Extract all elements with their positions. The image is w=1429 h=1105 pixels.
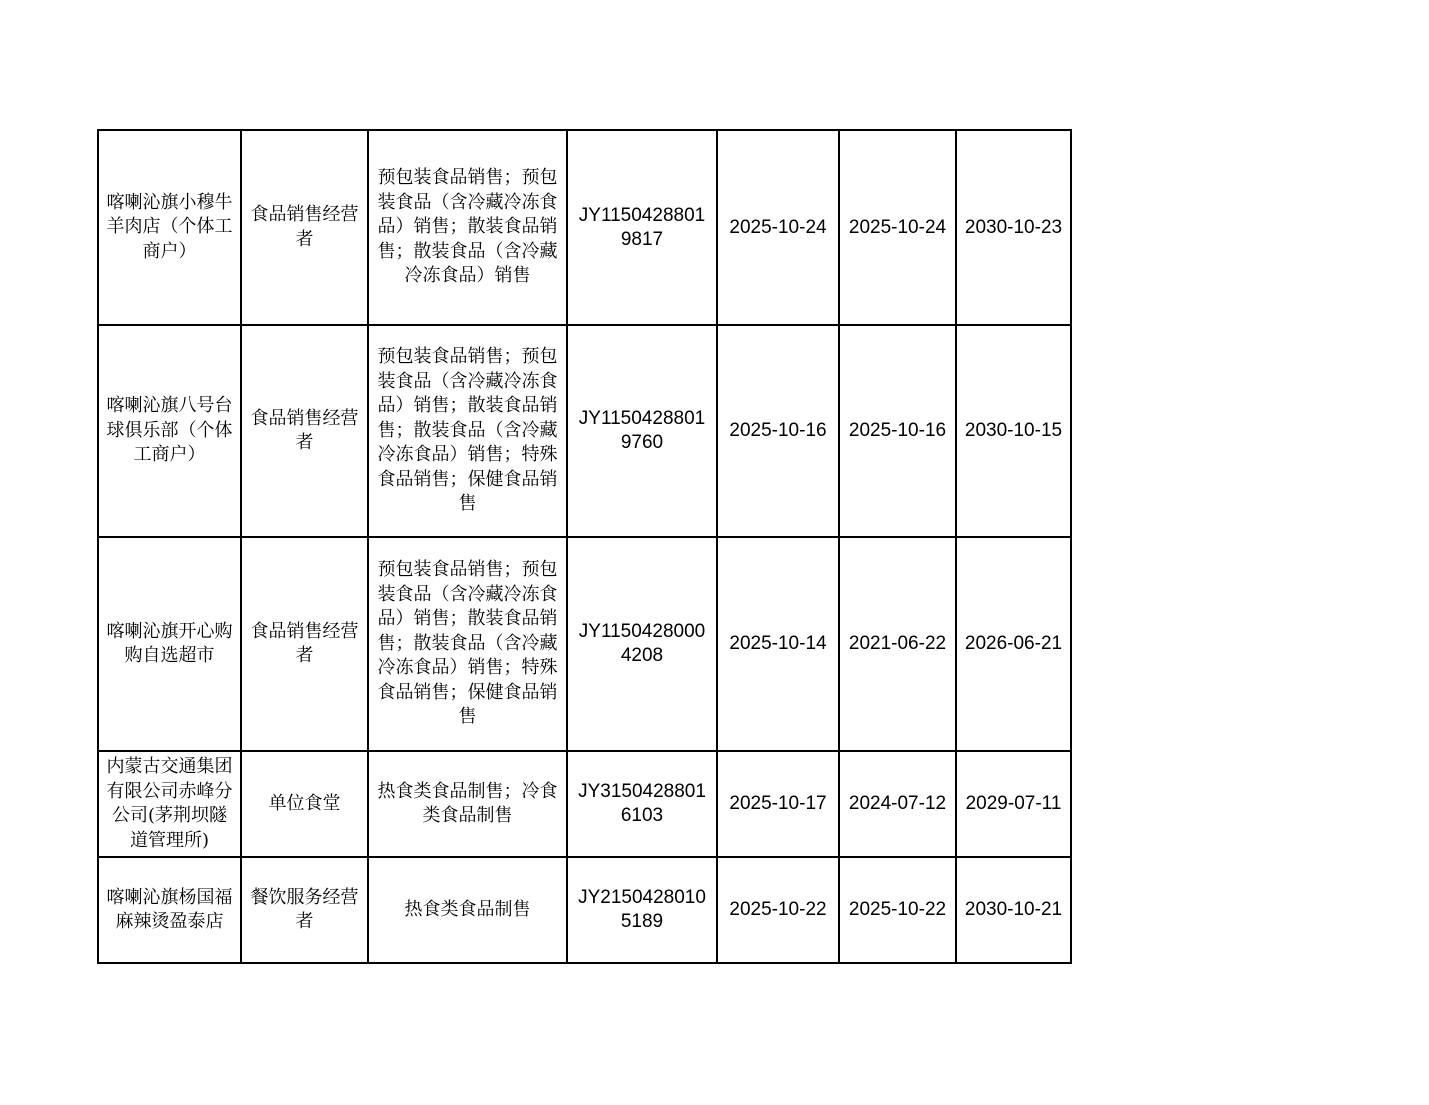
business-type-cell: 食品销售经营者 [241, 325, 368, 537]
business-type-cell: 单位食堂 [241, 751, 368, 857]
license-number-cell: JY31504288016103 [567, 751, 717, 857]
table-row [98, 537, 1071, 751]
license-number-cell: JY11504288019760 [567, 325, 717, 537]
date-cell: 2025-10-24 [717, 130, 839, 325]
table-row [98, 751, 1071, 857]
business-type-cell: 食品销售经营者 [241, 130, 368, 325]
table-row [98, 325, 1071, 537]
business-type-cell: 食品销售经营者 [241, 537, 368, 751]
license-table [97, 129, 1072, 964]
date-cell: 2030-10-15 [956, 325, 1071, 537]
business-name-cell: 喀喇沁旗开心购购自选超市 [98, 537, 241, 751]
date-cell: 2029-07-11 [956, 751, 1071, 857]
license-number-cell: JY21504280105189 [567, 857, 717, 963]
business-type-cell: 餐饮服务经营者 [241, 857, 368, 963]
business-scope-cell: 预包装食品销售；预包装食品（含冷藏冷冻食品）销售；散装食品销售；散装食品（含冷藏冷冻食品）销售 [368, 130, 567, 325]
date-cell: 2025-10-24 [839, 130, 956, 325]
date-cell: 2030-10-21 [956, 857, 1071, 963]
date-cell: 2030-10-23 [956, 130, 1071, 325]
table-row [98, 857, 1071, 963]
date-cell: 2025-10-22 [717, 857, 839, 963]
business-scope-cell: 热食类食品制售；冷食类食品制售 [368, 751, 567, 857]
date-cell: 2025-10-22 [839, 857, 956, 963]
date-cell: 2026-06-21 [956, 537, 1071, 751]
table-row [98, 130, 1071, 325]
business-scope-cell: 热食类食品制售 [368, 857, 567, 963]
date-cell: 2025-10-16 [717, 325, 839, 537]
business-name-cell: 内蒙古交通集团有限公司赤峰分公司(茅荆坝隧道管理所) [98, 751, 241, 857]
business-name-cell: 喀喇沁旗八号台球俱乐部（个体工商户） [98, 325, 241, 537]
business-scope-cell: 预包装食品销售；预包装食品（含冷藏冷冻食品）销售；散装食品销售；散装食品（含冷藏冷冻食品）销售；特殊食品销售；保健食品销售 [368, 537, 567, 751]
license-number-cell: JY11504288019817 [567, 130, 717, 325]
date-cell: 2025-10-17 [717, 751, 839, 857]
license-number-cell: JY11504280004208 [567, 537, 717, 751]
business-scope-cell: 预包装食品销售；预包装食品（含冷藏冷冻食品）销售；散装食品销售；散装食品（含冷藏冷冻食品）销售；特殊食品销售；保健食品销售 [368, 325, 567, 537]
date-cell: 2021-06-22 [839, 537, 956, 751]
business-name-cell: 喀喇沁旗小穆牛羊肉店（个体工商户） [98, 130, 241, 325]
date-cell: 2025-10-16 [839, 325, 956, 537]
date-cell: 2024-07-12 [839, 751, 956, 857]
business-name-cell: 喀喇沁旗杨国福麻辣烫盈泰店 [98, 857, 241, 963]
date-cell: 2025-10-14 [717, 537, 839, 751]
